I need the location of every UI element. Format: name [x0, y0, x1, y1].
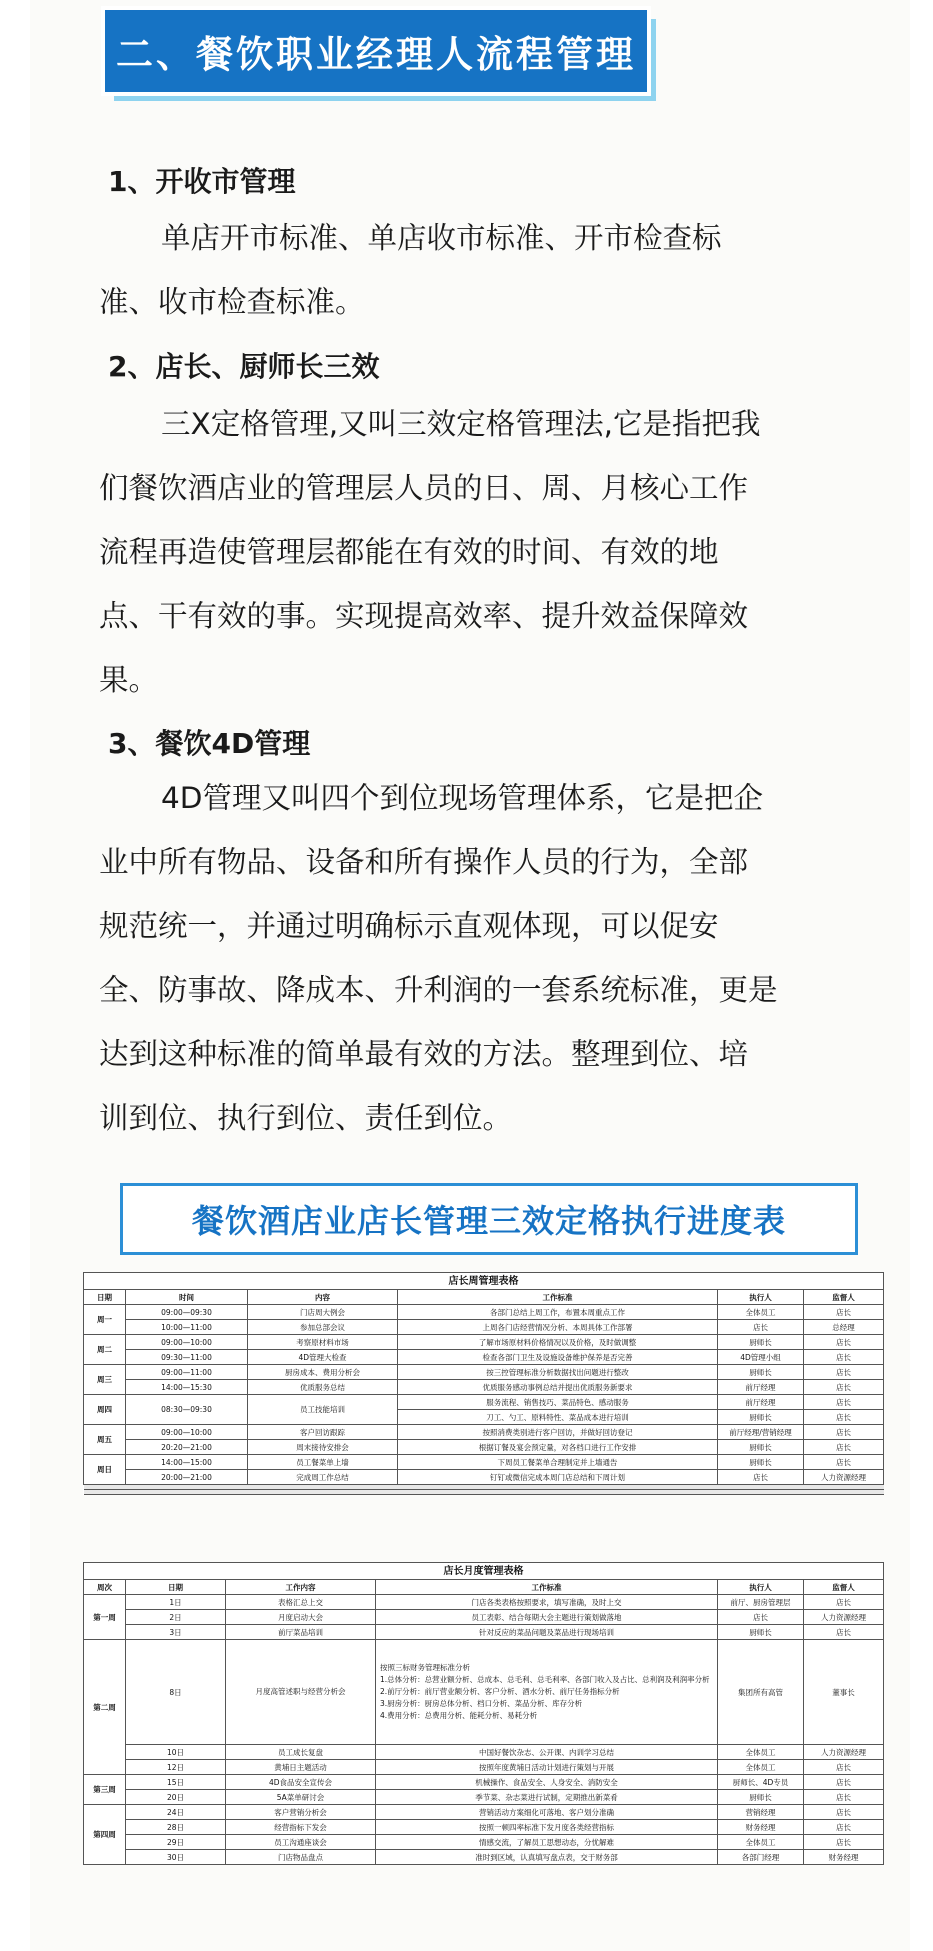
date-cell: 24日	[126, 1805, 226, 1820]
table-row	[84, 1350, 884, 1365]
standard-cell: 按照年度黄埔日活动计划进行策划与开展	[376, 1760, 718, 1775]
supervisor-cell: 店长	[804, 1380, 884, 1395]
executor-cell: 厨师长	[718, 1455, 804, 1470]
executor-cell: 厨师长	[718, 1365, 804, 1380]
executor-cell: 营销经理	[718, 1805, 804, 1820]
table-row	[84, 1395, 884, 1410]
time-cell: 09:00—09:30	[126, 1305, 248, 1320]
content-cell: 厨房成本、费用分析会	[248, 1365, 398, 1380]
content-cell: 客户营销分析会	[226, 1805, 376, 1820]
supervisor-cell: 店长	[804, 1395, 884, 1410]
standard-cell: 优质服务感动事例总结并提出优质服务新要求	[398, 1380, 718, 1395]
standard-cell: 门店各类表格按照要求，填写准确，及时上交	[376, 1595, 718, 1610]
table-row	[84, 1440, 884, 1455]
monthly-header-week: 周次	[84, 1580, 126, 1595]
executor-cell: 各部门经理	[718, 1850, 804, 1865]
content-cell: 员工成长复盘	[226, 1745, 376, 1760]
content-cell: 客户回访跟踪	[248, 1425, 398, 1440]
time-cell: 14:00—15:30	[126, 1380, 248, 1395]
supervisor-cell: 店长	[804, 1440, 884, 1455]
table-divider	[84, 1490, 884, 1495]
weekly-header-date: 日期	[84, 1290, 126, 1305]
standard-cell: 下周员工餐菜单合理制定并上墙通告	[398, 1455, 718, 1470]
weekly-header-executor: 执行人	[718, 1290, 804, 1305]
supervisor-cell: 店长	[804, 1425, 884, 1440]
weekly-header-content: 内容	[248, 1290, 398, 1305]
time-cell: 09:30—11:00	[126, 1350, 248, 1365]
paragraph-1	[99, 206, 879, 334]
time-cell: 08:30—09:30	[126, 1395, 248, 1425]
supervisor-cell: 人力资源经理	[804, 1745, 884, 1760]
p3-line-2: 业中所有物品、设备和所有操作人员的行为，全部	[99, 845, 749, 879]
supervisor-cell: 人力资源经理	[804, 1610, 884, 1625]
executor-cell: 全体员工	[718, 1760, 804, 1775]
p2-line-3: 流程再造使管理层都能在有效的时间、有效的地	[99, 535, 719, 569]
time-cell: 09:00—10:00	[126, 1425, 248, 1440]
table-row	[84, 1365, 884, 1380]
date-cell: 8日	[126, 1640, 226, 1745]
standard-cell: 按照消费类别进行客户回访，并做好回访登记	[398, 1425, 718, 1440]
time-cell: 14:00—15:00	[126, 1455, 248, 1470]
table-row	[84, 1790, 884, 1805]
standard-cell: 季节菜、杂志菜进行试制，定期推出新菜肴	[376, 1790, 718, 1805]
standard-cell: 服务流程、销售技巧、菜品特色、感动服务	[398, 1395, 718, 1410]
standard-cell: 各部门总结上周工作，布置本周重点工作	[398, 1305, 718, 1320]
supervisor-cell: 店长	[804, 1760, 884, 1775]
supervisor-cell: 人力资源经理	[804, 1470, 884, 1485]
standard-cell: 上周各门店经营情况分析、本周具体工作部署	[398, 1320, 718, 1335]
p2-line-5: 果。	[99, 663, 159, 697]
table-row	[84, 1335, 884, 1350]
standard-cell: 营销活动方案细化可落地、客户划分准确	[376, 1805, 718, 1820]
executor-cell: 厨师长、4D专员	[718, 1775, 804, 1790]
time-cell: 09:00—11:00	[126, 1365, 248, 1380]
supervisor-cell: 店长	[804, 1805, 884, 1820]
standard-cell: 了解市场原材料价格情况以及价格，及时做调整	[398, 1335, 718, 1350]
supervisor-cell: 店长	[804, 1835, 884, 1850]
monthly-header-standard: 工作标准	[376, 1580, 718, 1595]
date-cell: 29日	[126, 1835, 226, 1850]
day-cell: 周四	[84, 1395, 126, 1425]
supervisor-cell: 店长	[804, 1775, 884, 1790]
table-row	[84, 1835, 884, 1850]
supervisor-cell: 店长	[804, 1365, 884, 1380]
executor-cell: 厨师长	[718, 1790, 804, 1805]
standard-cell: 钉钉或微信完成本周门店总结和下周计划	[398, 1470, 718, 1485]
day-cell: 周五	[84, 1425, 126, 1455]
p3-line-5: 达到这种标准的简单最有效的方法。整理到位、培	[99, 1037, 749, 1071]
table-row	[84, 1305, 884, 1320]
standard-cell: 按三控管理标准分析数据找出问题进行整改	[398, 1365, 718, 1380]
day-cell: 周日	[84, 1455, 126, 1485]
executor-cell: 集团所有高管	[718, 1640, 804, 1745]
executor-cell: 财务经理	[718, 1820, 804, 1835]
content-cell: 参加总部会议	[248, 1320, 398, 1335]
content-cell: 员工沟通座谈会	[226, 1835, 376, 1850]
executor-cell: 前厅、厨房管理层	[718, 1595, 804, 1610]
p3-line-4: 全、防事故、降成本、升利润的一套系统标准，更是	[99, 973, 778, 1007]
executor-cell: 厨师长	[718, 1440, 804, 1455]
p1-line-2: 准、收市检查标准。	[99, 285, 365, 319]
table-row	[84, 1850, 884, 1865]
time-cell: 20:20—21:00	[126, 1440, 248, 1455]
standard-cell: 员工表彰、结合每期大会主题进行策划做落地	[376, 1610, 718, 1625]
date-cell: 30日	[126, 1850, 226, 1865]
content-cell: 经营指标下发会	[226, 1820, 376, 1835]
executor-cell: 全体员工	[718, 1305, 804, 1320]
supervisor-cell: 店长	[804, 1305, 884, 1320]
executor-cell: 店长	[718, 1470, 804, 1485]
table-banner: 餐饮酒店业店长管理三效定格执行进度表	[120, 1183, 858, 1255]
table-row	[84, 1760, 884, 1775]
standard-cell: 针对反应的菜品问题及菜品进行现场培训	[376, 1625, 718, 1640]
supervisor-cell: 店长	[804, 1595, 884, 1610]
heading-3: 3、餐饮4D管理	[108, 727, 311, 760]
monthly-table	[83, 1562, 884, 1865]
content-cell: 月度高管述职与经营分析会	[226, 1640, 376, 1745]
table-row	[84, 1595, 884, 1610]
weekly-table	[83, 1272, 884, 1495]
table-row	[84, 1820, 884, 1835]
supervisor-cell: 店长	[804, 1790, 884, 1805]
monthly-table-title: 店长月度管理表格	[84, 1563, 884, 1580]
heading-2: 2、店长、厨师长三效	[108, 350, 380, 383]
executor-cell: 前厅经理/营销经理	[718, 1425, 804, 1440]
weekly-table-wrap	[83, 1272, 883, 1495]
standard-cell: 按照一顿四率标准下发月度各类经营指标	[376, 1820, 718, 1835]
content-cell: 4D食品安全宣传会	[226, 1775, 376, 1790]
monthly-header-executor: 执行人	[718, 1580, 804, 1595]
standard-cell: 情感交流，了解员工思想动态，分忧解难	[376, 1835, 718, 1850]
date-cell: 20日	[126, 1790, 226, 1805]
table-row	[84, 1320, 884, 1335]
supervisor-cell: 财务经理	[804, 1850, 884, 1865]
content-cell: 门店物品盘点	[226, 1850, 376, 1865]
weekly-header-standard: 工作标准	[398, 1290, 718, 1305]
content-cell: 员工技能培训	[248, 1395, 398, 1425]
week-cell: 第四周	[84, 1805, 126, 1865]
table-row	[84, 1625, 884, 1640]
week-cell: 第三周	[84, 1775, 126, 1805]
p3-line-3: 规范统一，并通过明确标示直观体现，可以促安	[99, 909, 719, 943]
date-cell: 28日	[126, 1820, 226, 1835]
supervisor-cell: 店长	[804, 1625, 884, 1640]
content-cell: 黄埔日主题活动	[226, 1760, 376, 1775]
supervisor-cell: 店长	[804, 1820, 884, 1835]
table-row	[84, 1745, 884, 1760]
p2-line-1: 三X定格管理,又叫三效定格管理法,它是指把我	[161, 407, 761, 441]
content-cell: 周末接待安排会	[248, 1440, 398, 1455]
p2-line-4: 点、干有效的事。实现提高效率、提升效益保障效	[99, 599, 749, 633]
executor-cell: 全体员工	[718, 1745, 804, 1760]
executor-cell: 全体员工	[718, 1835, 804, 1850]
week-cell: 第一周	[84, 1595, 126, 1640]
supervisor-cell: 店长	[804, 1410, 884, 1425]
date-cell: 2日	[126, 1610, 226, 1625]
supervisor-cell: 店长	[804, 1335, 884, 1350]
standard-cell: 检查各部门卫生及设施设备维护保养是否完善	[398, 1350, 718, 1365]
supervisor-cell: 店长	[804, 1455, 884, 1470]
date-cell: 10日	[126, 1745, 226, 1760]
executor-cell: 店长	[718, 1320, 804, 1335]
table-row	[84, 1805, 884, 1820]
day-cell: 周三	[84, 1365, 126, 1395]
date-cell: 12日	[126, 1760, 226, 1775]
executor-cell: 前厅经理	[718, 1380, 804, 1395]
table-row	[84, 1425, 884, 1440]
executor-cell: 厨师长	[718, 1625, 804, 1640]
content-cell: 完成周工作总结	[248, 1470, 398, 1485]
table-row	[84, 1640, 884, 1745]
standard-cell: 根据订餐及宴会预定量，对各档口进行工作安排	[398, 1440, 718, 1455]
supervisor-cell: 董事长	[804, 1640, 884, 1745]
monthly-header-content: 工作内容	[226, 1580, 376, 1595]
paragraph-3	[99, 766, 879, 1150]
date-cell: 1日	[126, 1595, 226, 1610]
executor-cell: 4D管理小组	[718, 1350, 804, 1365]
date-cell: 3日	[126, 1625, 226, 1640]
standard-cell: 中国好餐饮杂志、公开课、内训学习总结	[376, 1745, 718, 1760]
weekly-header-supervisor: 监督人	[804, 1290, 884, 1305]
supervisor-cell: 总经理	[804, 1320, 884, 1335]
paragraph-2	[99, 392, 879, 712]
p1-line-1: 单店开市标准、单店收市标准、开市检查标	[161, 221, 722, 255]
section-title: 二、餐饮职业经理人流程管理	[105, 10, 647, 92]
week-cell: 第二周	[84, 1640, 126, 1775]
time-cell: 09:00—10:00	[126, 1335, 248, 1350]
weekly-table-title: 店长周管理表格	[84, 1273, 884, 1290]
executor-cell: 前厅经理	[718, 1395, 804, 1410]
content-cell: 4D管理大检查	[248, 1350, 398, 1365]
weekly-header-time: 时间	[126, 1290, 248, 1305]
executor-cell: 厨师长	[718, 1335, 804, 1350]
table-row	[84, 1470, 884, 1485]
content-cell: 优质服务总结	[248, 1380, 398, 1395]
table-row	[84, 1455, 884, 1470]
day-cell: 周一	[84, 1305, 126, 1335]
supervisor-cell: 店长	[804, 1350, 884, 1365]
time-cell: 20:00—21:00	[126, 1470, 248, 1485]
content-cell: 月度启动大会	[226, 1610, 376, 1625]
monthly-header-date: 日期	[126, 1580, 226, 1595]
content-cell: 考察原材料市场	[248, 1335, 398, 1350]
content-cell: 5A菜单研讨会	[226, 1790, 376, 1805]
time-cell: 10:00—11:00	[126, 1320, 248, 1335]
date-cell: 15日	[126, 1775, 226, 1790]
heading-1: 1、开收市管理	[108, 165, 296, 198]
standard-cell: 刀工、勺工、原料特性、菜品成本进行培训	[398, 1410, 718, 1425]
executor-cell: 店长	[718, 1610, 804, 1625]
p2-line-2: 们餐饮酒店业的管理层人员的日、周、月核心工作	[99, 471, 749, 505]
day-cell: 周二	[84, 1335, 126, 1365]
p3-line-1: 4D管理又叫四个到位现场管理体系，它是把企	[161, 781, 763, 815]
executor-cell: 厨师长	[718, 1410, 804, 1425]
content-cell: 前厅菜品培训	[226, 1625, 376, 1640]
p3-line-6: 训到位、执行到位、责任到位。	[99, 1101, 513, 1135]
content-cell: 表格汇总上交	[226, 1595, 376, 1610]
standard-cell: 机械操作、食品安全、人身安全、消防安全	[376, 1775, 718, 1790]
content-cell: 门店周大例会	[248, 1305, 398, 1320]
table-row	[84, 1380, 884, 1395]
monthly-header-supervisor: 监督人	[804, 1580, 884, 1595]
monthly-table-wrap	[83, 1562, 883, 1865]
content-cell: 员工餐菜单上墙	[248, 1455, 398, 1470]
table-row	[84, 1610, 884, 1625]
standard-cell: 准时到区域，认真填写盘点表，交于财务部	[376, 1850, 718, 1865]
standard-cell: 按照三标财务管理标准分析 1.总体分析：总营业额分析、总成本、总毛利、总毛利率、各部门收入及占比、总利润及利润率分析 2.前厅分析：前厅营业额分析、客户分析、酒水分析、前厅任务指标分析 3.厨房分析：厨房总体分析、档口分析、菜品分析、库存分析 4.费用分析：总费用分析、能耗分析、易耗分析	[376, 1640, 718, 1745]
table-row	[84, 1775, 884, 1790]
